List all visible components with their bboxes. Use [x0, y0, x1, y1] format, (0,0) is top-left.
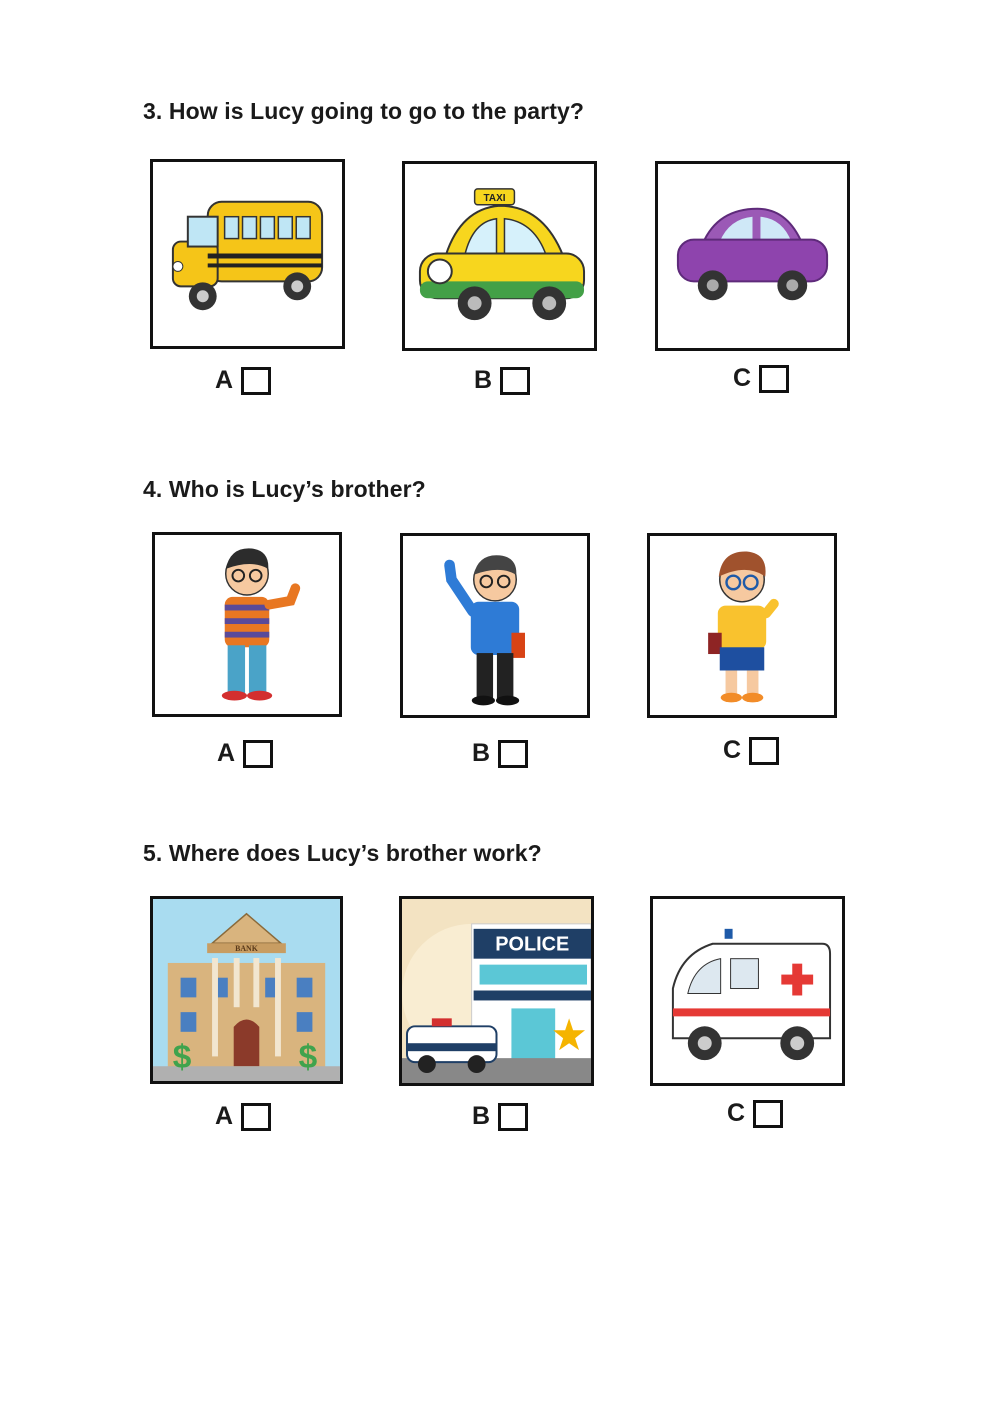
option-letter: C — [723, 736, 742, 764]
option-letter: B — [472, 1102, 491, 1130]
option-image-bank — [150, 896, 343, 1084]
option-letter: C — [733, 364, 752, 392]
police-sign: POLICE — [495, 933, 570, 956]
checkbox-q4-a[interactable] — [243, 740, 273, 768]
checkbox-q3-b[interactable] — [500, 367, 530, 395]
taxi-icon — [405, 164, 594, 348]
question-3: 3. How is Lucy going to go to the party? — [143, 98, 584, 124]
checkbox-q3-a[interactable] — [241, 367, 271, 395]
option-image-police-station — [399, 896, 594, 1086]
svg-text:$: $ — [298, 1039, 318, 1077]
police-station-icon — [402, 899, 591, 1083]
boy-yellow-shirt-icon — [650, 536, 834, 715]
option-letter: A — [215, 1102, 234, 1130]
question-5: 5. Where does Lucy’s brother work? — [143, 840, 542, 866]
purple-car-icon — [658, 164, 847, 348]
bank-icon — [153, 899, 340, 1081]
question-4: 4. Who is Lucy’s brother? — [143, 476, 426, 502]
checkbox-q5-a[interactable] — [241, 1103, 271, 1131]
option-image-boy-yellow-shirt — [647, 533, 837, 718]
checkbox-q4-b[interactable] — [498, 740, 528, 768]
option-image-purple-car — [655, 161, 850, 351]
svg-text:$: $ — [172, 1039, 192, 1077]
school-bus-icon — [153, 162, 342, 346]
option-letter: B — [472, 739, 491, 767]
option-letter: C — [727, 1099, 746, 1127]
checkbox-q5-c[interactable] — [753, 1100, 783, 1128]
boy-striped-sweater-icon — [155, 535, 339, 714]
checkbox-q3-c[interactable] — [759, 365, 789, 393]
option-image-taxi — [402, 161, 597, 351]
option-image-ambulance — [650, 896, 845, 1086]
option-letter: B — [474, 366, 493, 394]
option-image-man-blue-sweater — [400, 533, 590, 718]
ambulance-icon — [653, 899, 842, 1083]
bank-sign: BANK — [235, 944, 258, 954]
man-blue-sweater-icon — [403, 536, 587, 715]
option-image-boy-striped-sweater — [152, 532, 342, 717]
option-letter: A — [215, 366, 234, 394]
option-letter: A — [217, 739, 236, 767]
option-image-school-bus — [150, 159, 345, 349]
checkbox-q5-b[interactable] — [498, 1103, 528, 1131]
checkbox-q4-c[interactable] — [749, 737, 779, 765]
taxi-sign: TAXI — [483, 192, 506, 204]
